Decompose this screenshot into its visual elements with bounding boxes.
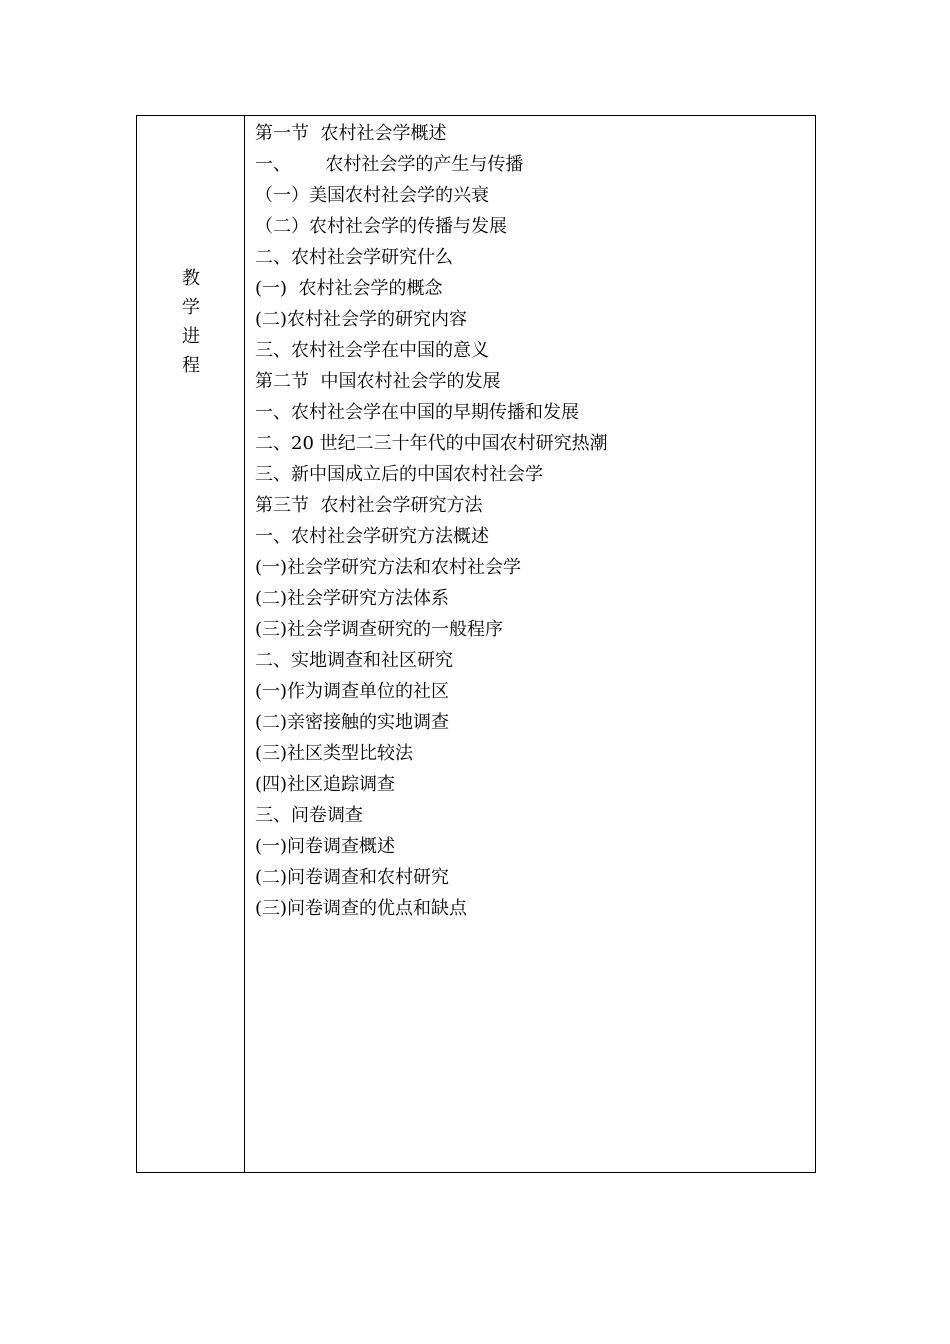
outline-item: (三)问卷调查的优点和缺点 bbox=[255, 898, 468, 919]
outline-item: (二)社会学研究方法体系 bbox=[255, 588, 450, 609]
label-char: 程 bbox=[182, 355, 200, 376]
outline-item: 一、农村社会学研究方法概述 bbox=[255, 526, 489, 547]
label-char: 进 bbox=[182, 326, 200, 347]
outline-item: (二)农村社会学的研究内容 bbox=[255, 309, 468, 330]
content-cell bbox=[245, 116, 815, 1172]
outline-item: 三、农村社会学在中国的意义 bbox=[255, 340, 489, 361]
section-heading: 第一节 农村社会学概述 bbox=[255, 123, 447, 144]
teaching-process-label bbox=[137, 264, 245, 380]
outline-item: (四)社区追踪调查 bbox=[255, 774, 396, 795]
outline-item: 二、20 世纪二三十年代的中国农村研究热潮 bbox=[255, 433, 608, 454]
outline-item: 三、新中国成立后的中国农村社会学 bbox=[255, 464, 543, 485]
outline-item: （一）美国农村社会学的兴衰 bbox=[255, 185, 489, 206]
outline-item: (一)问卷调查概述 bbox=[255, 836, 396, 857]
outline-item: (一) 农村社会学的概念 bbox=[255, 278, 443, 299]
outline-item: 三、问卷调查 bbox=[255, 805, 363, 826]
outline-item: 二、农村社会学研究什么 bbox=[255, 247, 453, 268]
label-char: 学 bbox=[182, 297, 200, 318]
outline-item: 一、农村社会学在中国的早期传播和发展 bbox=[255, 402, 579, 423]
outline-item: (一)作为调查单位的社区 bbox=[255, 681, 450, 702]
section-heading: 第二节 中国农村社会学的发展 bbox=[255, 371, 501, 392]
outline-item: (二)问卷调查和农村研究 bbox=[255, 867, 450, 888]
label-char: 教 bbox=[182, 268, 200, 289]
outline-item: (三)社区类型比较法 bbox=[255, 743, 414, 764]
outline-item: 二、实地调查和社区研究 bbox=[255, 650, 453, 671]
outline-item: (一)社会学研究方法和农村社会学 bbox=[255, 557, 522, 578]
outline-item: （二）农村社会学的传播与发展 bbox=[255, 216, 507, 237]
outline-item: 一、 农村社会学的产生与传播 bbox=[255, 154, 524, 175]
syllabus-table bbox=[136, 115, 816, 1173]
label-cell bbox=[137, 116, 245, 1172]
section-heading: 第三节 农村社会学研究方法 bbox=[255, 495, 483, 516]
outline-item: (三)社会学调查研究的一般程序 bbox=[255, 619, 504, 640]
outline-item: (二)亲密接触的实地调查 bbox=[255, 712, 450, 733]
